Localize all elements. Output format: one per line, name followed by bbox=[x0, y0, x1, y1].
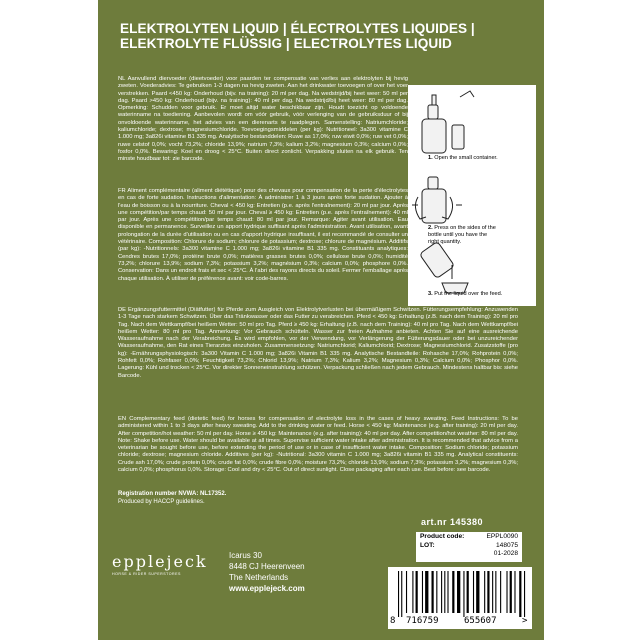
barcode-end-mark: > bbox=[522, 616, 528, 626]
barcode-bars bbox=[388, 567, 532, 619]
code-row bbox=[420, 542, 518, 551]
step-1 bbox=[428, 155, 498, 162]
brand-tagline: HORSE & RIDER SUPERSTORES bbox=[112, 572, 181, 576]
instruction-panel bbox=[408, 85, 536, 306]
address-city: 8448 CJ Heerenveen bbox=[229, 562, 305, 571]
step-1-text: Open the small container. bbox=[434, 155, 498, 161]
step-2-text: Press on the sides of the bottle until you have the right quantity. bbox=[428, 225, 496, 245]
lot-value: 148075 bbox=[495, 541, 518, 549]
step-2-number: 2. bbox=[428, 225, 433, 231]
registration-info bbox=[118, 491, 226, 506]
code-row bbox=[420, 550, 518, 559]
website-link[interactable]: www.epplejeck.com bbox=[229, 584, 305, 593]
product-title bbox=[120, 21, 475, 51]
pour-icon bbox=[419, 241, 468, 293]
step-3 bbox=[428, 291, 518, 298]
registration-number: Registration number NVWA: NL17352. bbox=[118, 491, 227, 497]
barcode-right-digits: 655607 bbox=[464, 616, 497, 626]
haccp-note: Produced by HACCP guidelines. bbox=[118, 498, 205, 505]
product-code-value: EPPL0090 bbox=[486, 533, 518, 540]
brand-logo bbox=[112, 552, 208, 576]
product-code-label: Product code: bbox=[420, 533, 465, 540]
section-de: DE Ergänzungsfuttermittel (Diätfutter) für Pferde zum Ausgleich von Elektrolytverlusten bei übermäßigem Schwitzen. Fütterungsempfehlung: Anzuwenden 1-3 Tage nach starkem Schwitzen. Über das Tränkwasser oder das Futter zu verabreichen. Pferd < 450 kg: Erhaltung (z.B. nach dem Training): 20 ml pro Tag. Nach dem Wettkampf/bei heißem Wetter: 50 ml pro Tag. Pferd ≥ 450 kg: Erhaltung (z.B. nach dem Training): 40 ml pro Tag. Nach dem Wettkampf/bei heißem Wetter: 80 ml pro Tag. Anmerkung: Vor Gebrauch schütteln. Wasser zur freien Aufnahme anbieten. Achten Sie auf eine ausreichende Wasseraufnahme nach der Verabreichung. Es wird empfohlen, vor der Verwendung, vor Verlängerung der Fütterungsdauer oder bei unzureichender Wasseraufnahme, den Rat eines Tierarztes einzuholen. Zusammensetzung: Natriumchlorid; Kaliumchlorid; Dextrose; Magnesiumchlorid. Zusatzstoffe (pro kg): -Ernährungsphysiologisch: 3a300 Vitamin C 1.000 mg; 3a826i Vitamin B1 335 mg. Analytische Bestandteile: Rohasche 17,0%; Rohprotein 0,0%; Rohfett 0,0%; Rohfaser 0,0%; Feuchtigkeit 73,2%; Chlorid 13,9%; Natrium 7,3%; Kalium 3,2%; Magnesium 0,3%; Calcium 0,0%; Phosphor 0,0%. Lagerung: Kühl und trocken < 25°C. Vor direkter Sonneneinstrahlung schützen. Verpackung schließen nach jedem Gebrauch. Mindestens haltbar bis: siehe Barcode. bbox=[118, 307, 518, 379]
step-3-text: Put the liquid over the feed. bbox=[434, 291, 503, 297]
barcode-first-digit: 8 bbox=[390, 616, 396, 626]
bottle-icon bbox=[422, 91, 474, 153]
section-nl: NL Aanvullend diervoeder (dieetvoeder) voor paarden ter compensatie van verlies aan elektrolyten bij hevig zweten. Voederadvies: Te gebruiken 1-3 dagen na hevig zweten. Aan het drinkwater toevoegen of over het voer verstrekken. Paard <450 kg: Onderhoud (bijv. na training): 20 ml per dag. Na wedstrijd/bij heet weer: 50 ml per dag. Paard >450 kg: Onderhoud (bijv. na training): 40 ml per dag. Na wedstrijd/bij heet weer: 80 ml per dag. Opmerking: Schudden voor gebruik. Er moet altijd water beschikbaar zijn. Houdt toezicht op voldoende waterinname na toediening. Aanbevolen wordt om vóór gebruik, vóór verlenging van de gebruiksduur of bij onvoldoende waterinname, het advies van een dierenarts te raadplegen. Samenstelling: Natriumchloride; kaliumchloride; dextrose; magnesiumchloride. Toevoegingsmiddelen (per kg): Nutritioneel: 3a300 vitamine C 1.000 mg; 3a826i vitamine B1 335 mg. Analytische bestanddelen: Ruwe as 17,0%; ruw eiwit 0,0%; ruw vet 0,0%; ruwe celstof 0,0%; vocht 73,2%; chloride 13,9%; natrium 7,3%; kalium 3,2%; magnesium 0,3%; calcium 0,0%; fosfor 0,0%. Bewaring: Koel en droog < 25°C. Buiten direct zonlicht. Verpakking sluiten na elk gebruik. Ten minste houdbaar tot: zie barcode. bbox=[118, 76, 408, 163]
address-country: The Netherlands bbox=[229, 573, 289, 582]
title-line-1: ELEKTROLYTEN LIQUID | ÉLECTROLYTES LIQUIDES | bbox=[120, 21, 475, 36]
barcode-left-digits: 716759 bbox=[406, 616, 439, 626]
barcode bbox=[388, 567, 532, 629]
instruction-illustrations bbox=[408, 85, 536, 306]
product-code-box bbox=[416, 532, 522, 562]
best-before-value: 01-2028 bbox=[493, 550, 518, 557]
hand-squeeze-icon bbox=[412, 177, 462, 223]
product-label bbox=[98, 0, 544, 640]
lot-label: LOT: bbox=[420, 541, 435, 549]
code-row bbox=[420, 533, 518, 542]
company-address bbox=[229, 550, 305, 594]
address-street: Icarus 30 bbox=[229, 551, 262, 560]
article-number: art.nr 145380 bbox=[421, 517, 484, 527]
step-1-number: 1. bbox=[428, 155, 433, 161]
title-line-2: ELEKTROLYTE FLÜSSIG | ELECTROLYTES LIQUID bbox=[120, 36, 452, 51]
step-3-number: 3. bbox=[428, 291, 433, 297]
section-fr: FR Aliment complémentaire (aliment diététique) pour des chevaux pour compensation de la perte d'électrolytes en cas de forte sudation. Instructions d'alimentation: À administrer 1 à 3 jours après forte sudation. Ajouter à l'eau de boisson ou à la nourriture. Cheval < 450 kg: Entretien (p.e. après l'entraînement): 20 ml par jour. Après une compétition/par temps chaud: 50 ml par jour. Cheval ≥ 450 kg: Entretien (p.e. après l'entraînement): 40 ml par jour. Après une compétition/par temps chaud: 80 ml par jour. Remarque: Agiter avant utilisation. Eau disponible en permanence. Surveillez un apport hydrique suffisant après l'administration. Avant utilisation, avant prolongation de la durée d'utilisation ou en cas d'apport hydrique insuffisant, il est recommandé de consulter un vétérinaire. Composition: Chlorure de sodium; chlorure de potassium; dextrose; chlorure de magnésium. Additifs (par kg): -Nutritionnels: 3a300 vitamine C 1.000 mg; 3a826i vitamine B1 335 mg. Constituants analytiques: Cendres brutes 17,0%; protéine brute 0,0%; matières grasses brutes 0,0%; cellulose brute 0,0%; humidité 73,2%; chlorure 13,9%; sodium 7,3%; potassium 3,2%; magnésium 0,3%; calcium 0,0%; phosphore 0,0%. Conservation: Dans un endroit frais et sec < 25°C. À l'abri des rayons directs du soleil. Fermer l'emballage après chaque utilisation. À utiliser de préférence avant: voir code-barres. bbox=[118, 188, 408, 282]
brand-name: epplejeck bbox=[112, 552, 208, 571]
step-2 bbox=[428, 225, 498, 245]
section-en: EN Complementary feed (dietetic feed) for horses for compensation of electrolyte loss in the cases of heavy sweating. Feed Instructions: To be administered within 1 to 3 days after heavy sweating. Add to the drinking water or feed. Horse < 450 kg: Maintenance (e.g. after training): 20 ml per day. After competition/hot weather: 50 ml per day. Horse ≥ 450 kg: Maintenance (e.g. after training): 40 ml per day. After competition/hot weather: 80 ml per day. Note: Shake before use. Water should be available at all times. Supervise sufficient water intake after administration. It is recommended that advice from a veterinarian be sought before use, before extending the period of use or in case of insufficient water intake. Composition: Sodium chloride; potassium chloride; dextrose; magnesium chloride. Additives (per kg): -Nutritional: 3a300 vitamin C 1.000 mg; 3a826i vitamin B1 335 mg. Analytical constituents: Crude ash 17,0%; crude protein 0,0%; crude fat 0,0%; crude fibre 0,0%; moisture 73,2%; chloride 13,9%; sodium 7,3%; potassium 3,2%; magnesium 0,3%; calcium 0,0%; phosphorus 0,0%. Storage: Cool and dry < 25°C. Out of direct sunlight. Close packaging after each use. Best before: see barcode. bbox=[118, 416, 518, 474]
